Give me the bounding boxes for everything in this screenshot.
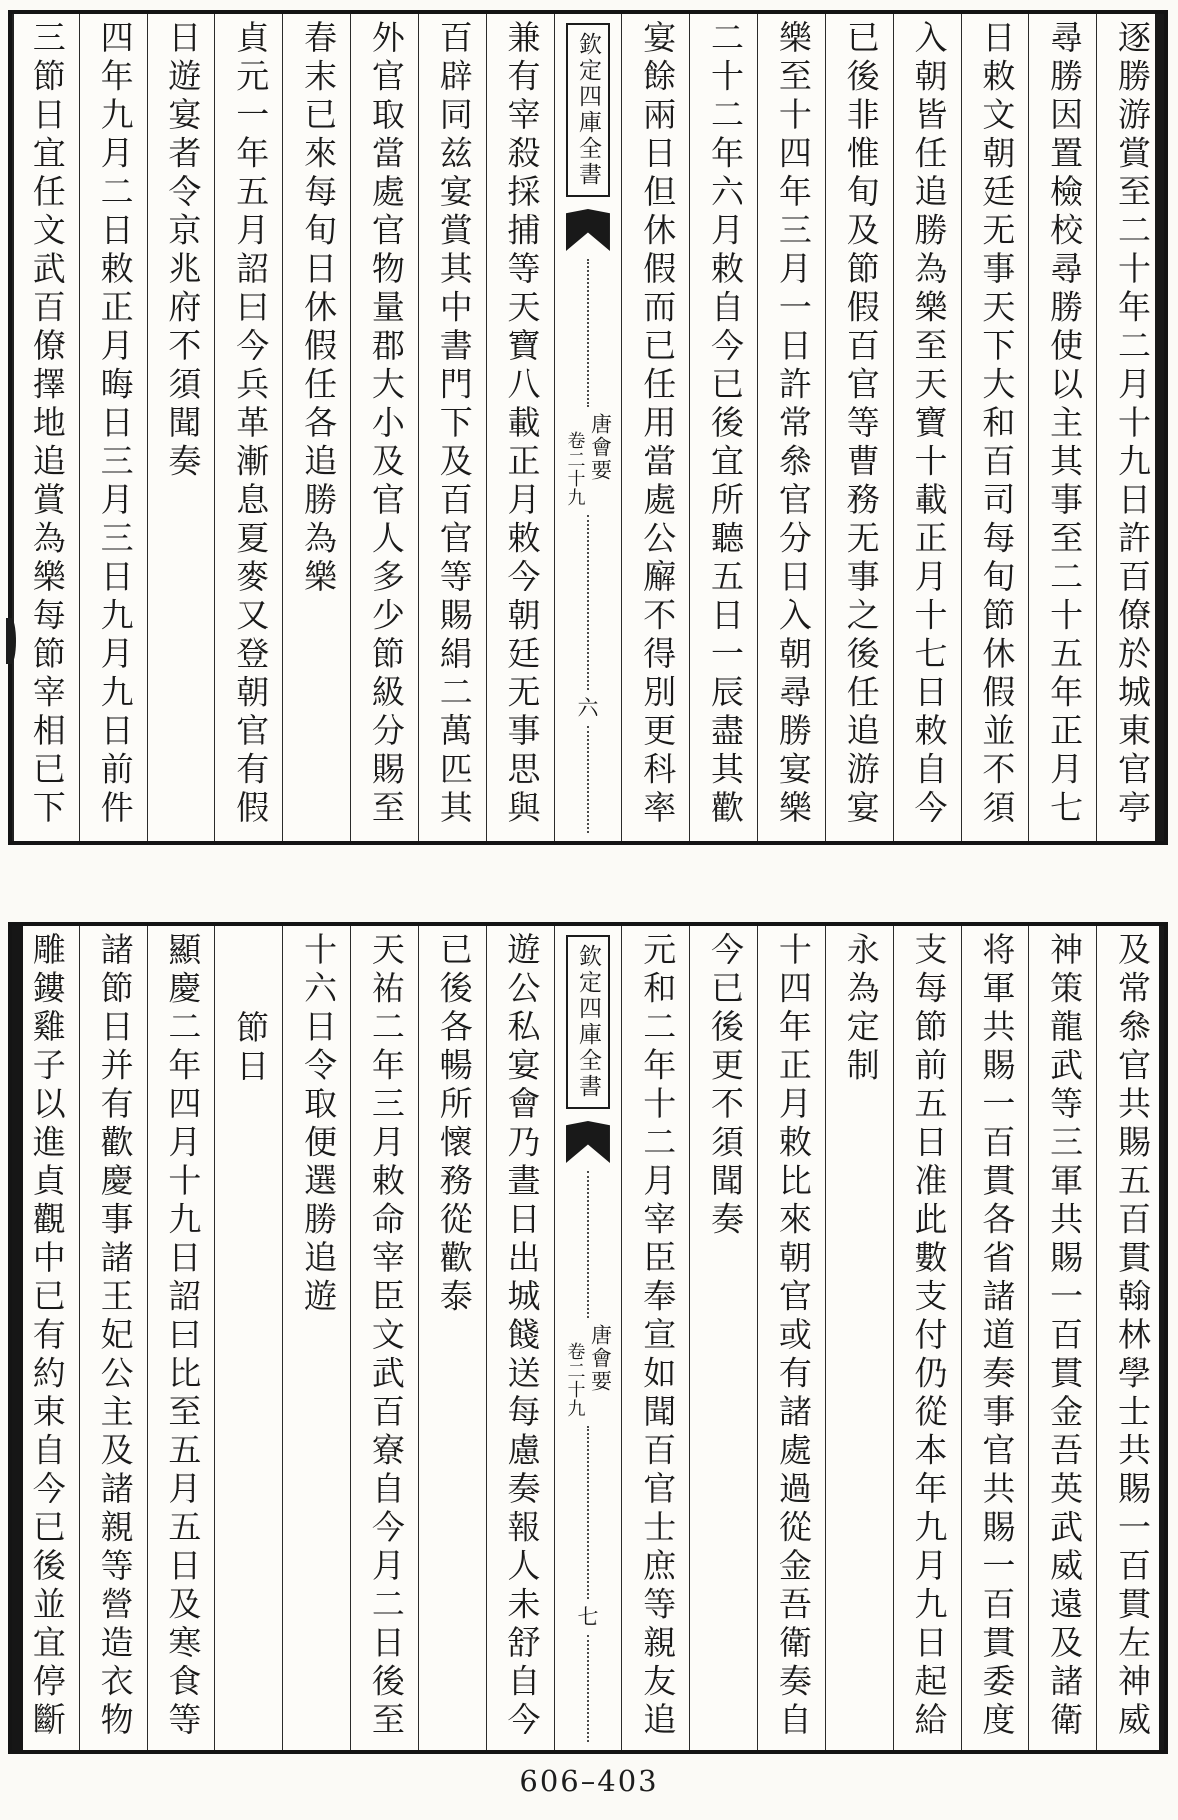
text-column: 入朝皆任追勝為樂至天寶十載正月十七日敕自今 [893,14,961,841]
text-column: 元和二年十二月宰臣奉宣如聞百官士庶等親友追 [621,926,689,1750]
text-column: 春末已來每旬日休假任各追勝為樂 [282,14,350,841]
text-column: 節日 [214,926,282,1750]
text-column: 雕鏤雞子以進貞觀中已有約束自今已後並宜停斷 [27,932,67,1741]
text-column: 天祐二年三月敕命宰臣文武百寮自今月二日後至 [350,926,418,1750]
folio-number: 七 [577,1605,599,1630]
lower-text-block [8,922,1168,1754]
chapter-label: 卷二十九 [564,1341,586,1418]
text-column: 貞元一年五月詔曰今兵革漸息夏麥又登朝官有假 [214,14,282,841]
book-title: 唐會要 [588,1323,613,1393]
text-column: 顯慶二年四月十九日詔曰比至五月五日及寒食等 [147,926,215,1750]
fishtail-icon [566,1121,610,1163]
folio-number: 六 [577,695,599,720]
center-column [554,14,622,841]
scan-smudge [6,618,16,664]
upper-text-block [8,10,1168,845]
spine-dotted-rule [587,1171,589,1318]
spine-dotted-rule [587,726,589,834]
spine-dotted-rule [587,259,589,407]
text-column: 外官取當處官物量郡大小及官人多少節級分賜至 [350,14,418,841]
text-column: 已後非惟旬及節假百官等曹務无事之後任追游宴 [825,14,893,841]
text-column: 樂至十四年三月一日許常叅官分日入朝尋勝宴樂 [757,14,825,841]
text-column: 兼有宰殺採捕等天寶八載正月敕今朝廷无事思與 [486,14,554,841]
text-column: 遊公私宴會乃晝日出城餞送每慮奏報人未舒自今 [486,926,554,1750]
text-column: 神策龍武等三軍共賜一百貫金吾英武威遠及諸衛 [1028,926,1096,1750]
text-column: 十六日令取便選勝追遊 [282,926,350,1750]
book-title: 唐會要 [588,412,613,482]
text-column: 日遊宴者令京兆府不須聞奏 [147,14,215,841]
spine-label [563,1324,612,1418]
text-column: 支每節前五日准此數支付仍從本年九月九日起給 [893,926,961,1750]
center-column [554,926,622,1750]
text-column: 日敕文朝廷无事天下大和百司每旬節休假並不須 [961,14,1029,841]
text-column: 百辟同兹宴賞其中書門下及百官等賜絹二萬匹其 [418,14,486,841]
text-column: 永為定制 [825,926,893,1750]
spine-dotted-rule [587,515,589,690]
series-title-box [566,23,610,197]
text-column: 諸節日并有歡慶事諸王妃公主及諸親等營造衣物 [79,926,147,1750]
series-title: 欽定四庫全書 [574,944,601,1100]
text-column: 十四年正月敕比來朝官或有諸處過從金吾衛奏自 [757,926,825,1750]
fishtail-icon [566,209,610,251]
series-title-box [566,935,610,1109]
spine-dotted-rule [587,1426,589,1599]
spine-label [563,413,612,507]
text-column: 及常叅官共賜五百貫翰林學士共賜一百貫左神威 [1096,926,1164,1750]
spine-dotted-rule [587,1635,589,1742]
text-column: 宴餘兩日但休假而已任用當處公廨不得別更科率 [621,14,689,841]
text-column: 三節日宜任文武百僚擇地追賞為樂每節宰相已下 [27,20,67,829]
text-column: 二十二年六月敕自今已後宜所聽五日一辰盡其歡 [689,14,757,841]
text-column: 四年九月二日敕正月晦日三月三日九月九日前件 [79,14,147,841]
series-title: 欽定四庫全書 [574,32,601,188]
text-column: 将軍共賜一百貫各省諸道奏事官共賜一百貫委度 [961,926,1029,1750]
footer-page-number: 606–403 [519,1764,659,1798]
chapter-label: 卷二十九 [564,430,586,507]
text-column: 尋勝因置檢校尋勝使以主其事至二十五年正月七 [1028,14,1096,841]
text-column: 今已後更不須聞奏 [689,926,757,1750]
text-column: 逐勝游賞至二十年二月十九日許百僚於城東官亭 [1096,14,1164,841]
text-column: 已後各暢所懷務從歡泰 [418,926,486,1750]
